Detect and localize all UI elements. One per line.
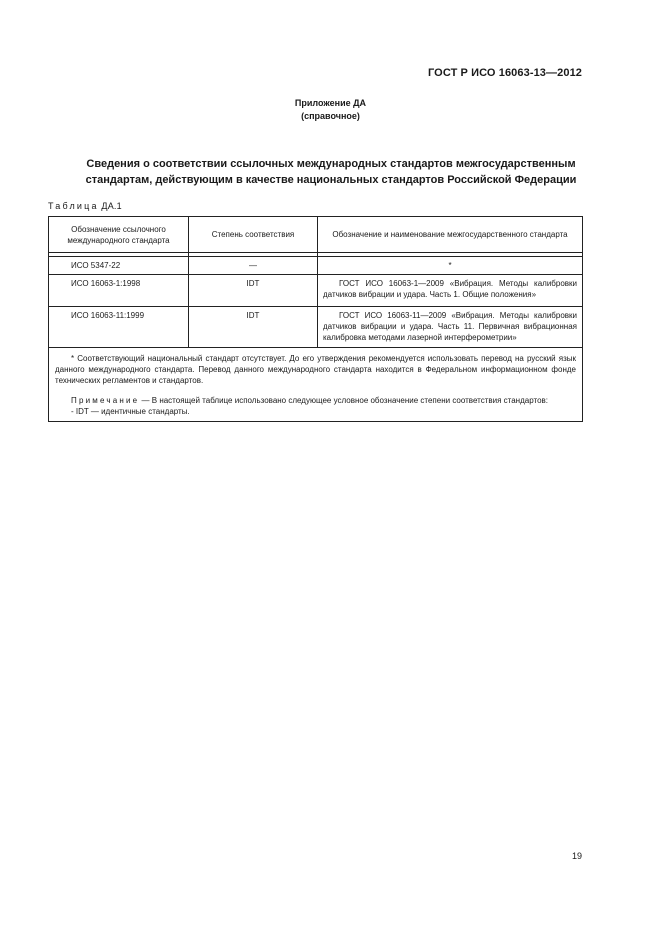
note-item: - IDT — идентичные стандарты.: [71, 407, 190, 416]
cell-ref: ИСО 16063-11:1999: [49, 307, 189, 348]
table-row: [49, 257, 583, 275]
header-national-standard: Обозначение и наименование межгосударственного стандарта: [318, 217, 583, 253]
table-footer-row: [49, 348, 583, 422]
table-caption-prefix: Таблица: [48, 201, 99, 211]
page-number: 19: [571, 851, 582, 861]
table-row: [49, 275, 583, 307]
standard-code: ГОСТ Р ИСО 16063-13—2012: [427, 67, 582, 79]
cell-ref: ИСО 5347-22: [49, 257, 189, 275]
note-label: Примечание: [71, 396, 140, 405]
appendix-heading: [0, 97, 661, 123]
cell-national: *: [318, 257, 583, 275]
section-title: [48, 156, 614, 188]
table-footer: [49, 348, 583, 422]
table-caption: [48, 201, 122, 211]
note-text: — В настоящей таблице использовано следующее условное обозначение степени соответствия стандартов:: [139, 396, 548, 405]
cell-degree: IDT: [189, 275, 318, 307]
section-title-line2: стандартам, действующим в качестве национальных стандартов Российской Федерации: [85, 174, 577, 186]
table-caption-id: ДА.1: [98, 201, 122, 211]
table-header-row: [49, 217, 583, 253]
table-row: [49, 307, 583, 348]
header-ref-standard: Обозначение ссылочного международного стандарта: [49, 217, 189, 253]
footnote: * Соответствующий национальный стандарт отсутствует. До его утверждения рекомендуется использовать перевод на русский язык данного международного стандарта. Перевод данного международного стандарта находится в Федеральном информационном фонде технических регламентов и стандартов.: [55, 354, 576, 385]
cell-degree: IDT: [189, 307, 318, 348]
note: [55, 395, 576, 406]
cell-degree: —: [189, 257, 318, 275]
correspondence-table: [48, 216, 583, 422]
appendix-title: Приложение ДА: [294, 98, 367, 108]
appendix-subtitle: (справочное): [301, 111, 360, 121]
cell-ref: ИСО 16063-1:1998: [49, 275, 189, 307]
section-title-line1: Сведения о соответствии ссылочных международных стандартов межгосударственным: [86, 158, 576, 170]
cell-national: ГОСТ ИСО 16063-11—2009 «Вибрация. Методы калибровки датчиков вибрации и удара. Часть 11. Первичная вибрационная калибровка методами лазерной интерферометрии»: [318, 307, 583, 348]
header-degree: Степень соответствия: [189, 217, 318, 253]
cell-national: ГОСТ ИСО 16063-1—2009 «Вибрация. Методы калибровки датчиков вибрации и удара. Часть 1. Общие положения»: [318, 275, 583, 307]
